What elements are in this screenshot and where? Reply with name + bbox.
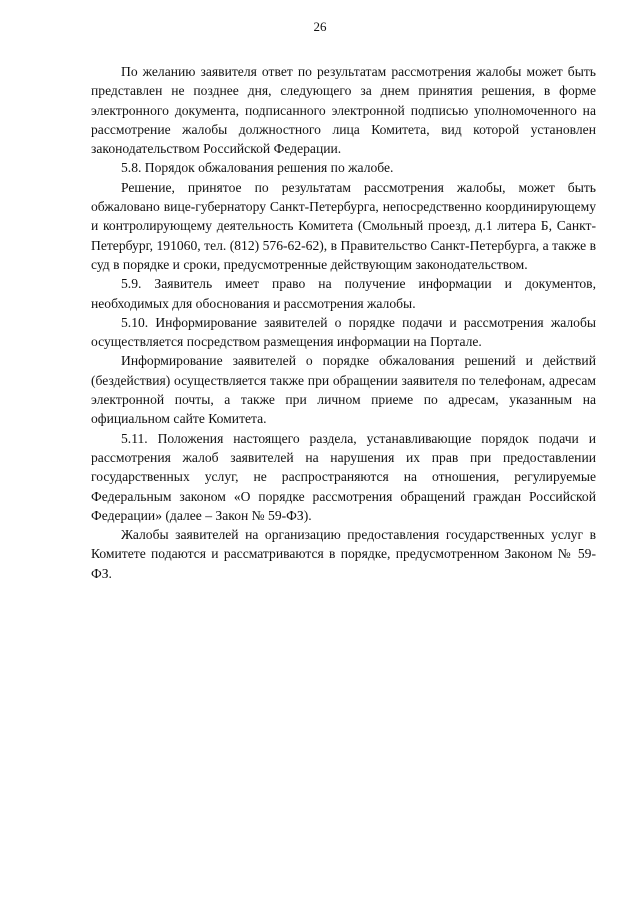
paragraph-appeal-procedure: Решение, принятое по результатам рассмотрения жалобы, может быть обжаловано вице-губернатору Санкт-Петербурга, непосредственно координирующему и контролирующему деятельность Комитета (Смольный проезд, д.1 литера Б, Санкт-Петербург, 191060, тел. (812) 576-62-62), в Правительство Санкт-Петербурга, а также в суд в порядке и сроки, предусмотренные действующим законодательством.	[91, 179, 596, 272]
paragraph-59-fz: Жалобы заявителей на организацию предоставления государственных услуг в Комитете подаются и рассматриваются в порядке, предусмотренном Законом № 59-ФЗ.	[91, 527, 596, 581]
document-body	[91, 62, 596, 583]
paragraph-informing: Информирование заявителей о порядке обжалования решений и действий (бездействия) осуществляется также при обращении заявителя по телефонам, адресам электронной почты, а также при личном приеме по адресам, указанным на официальном сайте Комитета.	[91, 353, 596, 427]
paragraph-5-9: 5.9. Заявитель имеет право на получение информации и документов, необходимых для обоснования и рассмотрения жалобы.	[91, 276, 596, 311]
paragraph-5-11: 5.11. Положения настоящего раздела, устанавливающие порядок подачи и рассмотрения жалоб заявителей на нарушения их прав при предоставлении государственных услуг, не распространяются на отношения, регулируемые Федеральным законом «О порядке рассмотрения обращений граждан Российской Федерации» (далее – Закон № 59-ФЗ).	[91, 430, 596, 523]
paragraph-response-form: По желанию заявителя ответ по результатам рассмотрения жалобы может быть представлен не позднее дня, следующего за днем принятия решения, в форме электронного документа, подписанного электронной подписью уполномоченного на рассмотрение жалобы должностного лица Комитета, вид которой установлен законодательством Российской Федерации.	[91, 64, 596, 157]
paragraph-5-8-heading: 5.8. Порядок обжалования решения по жалобе.	[121, 160, 394, 176]
paragraph-5-10: 5.10. Информирование заявителей о порядке подачи и рассмотрения жалобы осуществляется посредством размещения информации на Портале.	[91, 314, 596, 350]
page-number: 26	[313, 19, 327, 34]
